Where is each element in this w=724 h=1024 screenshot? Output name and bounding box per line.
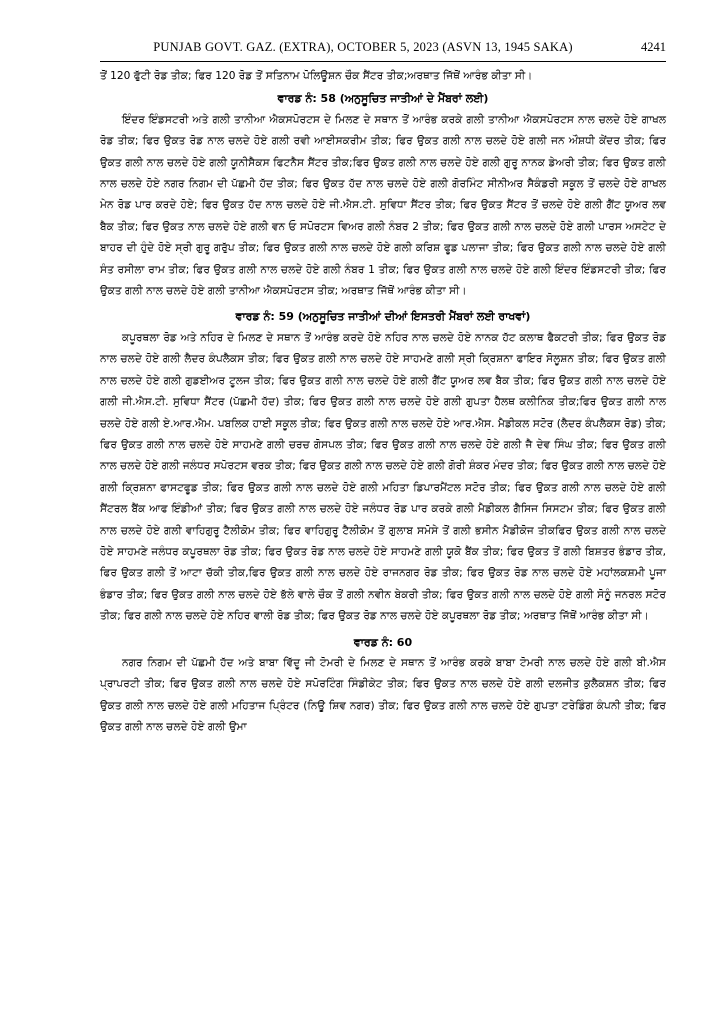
page-number: 4241 (641, 40, 666, 54)
gazette-title: PUNJAB GOVT. GAZ. (EXTRA), OCTOBER 5, 2023 (ASVN 13, 1945 SAKA) (153, 40, 573, 54)
ward-60-boundary: ਨਗਰ ਨਿਗਮ ਦੀ ਪੱਛਮੀ ਹੱਦ ਅਤੇ ਬਾਬਾ ਵਿੱਦੂ ਜੀ ਟੋਮਰੀ ਦੇ ਮਿਲਣ ਦੇ ਸਥਾਨ ਤੋਂ ਆਰੰਭ ਕਰਕੇ ਬਾਬਾ ਟੋਮਰੀ ਨਾਲ ਚਲਦੇ ਹੋਏ ਗਲੀ ਬੀ.ਐਸ ਪ੍ਰਾਪਰਟੀ ਤੀਕ; ਫਿਰ ਉਕਤ ਗਲੀ ਨਾਲ ਚਲਦੇ ਹੋਏ ਸਪੋਰਟਿੰਗ ਸਿੰਡੀਕੇਟ ਤੀਕ; ਫਿਰ ਉਕਤ ਨਾਲ ਚਲਦੇ ਹੋਏ ਗਲੀ ਦਲਜੀਤ ਕੁਲੈਕਸ਼ਨ ਤੀਕ; ਫਿਰ ਉਕਤ ਗਲੀ ਨਾਲ ਚਲਦੇ ਹੋਏ ਗਲੀ ਮਹਿਤਾਜ ਪ੍ਰਿੰਟਰ (ਨਿਊ ਸ਼ਿਵ ਨਗਰ) ਤੀਕ; ਫਿਰ ਉਕਤ ਗਲੀ ਨਾਲ ਚਲਦੇ ਹੋਏ ਗੁਪਤਾ ਟਰੇਡਿੰਗ ਕੰਪਨੀ ਤੀਕ; ਫਿਰ ਉਕਤ ਗਲੀ ਨਾਲ ਚਲਦੇ ਹੋਏ ਗਲੀ ਉਮਾ (100, 656, 666, 734)
ward-60-heading: ਵਾਰਡ ਨੰ: 60 (353, 635, 413, 649)
ward-59-heading: ਵਾਰਡ ਨੰ: 59 (ਅਨੁਸੂਚਿਤ ਜਾਤੀਆਂ ਦੀਆਂ ਇਸਤਰੀ ਮੈਂਬਰਾਂ ਲਈ ਰਾਖਵਾਂ) (235, 310, 531, 324)
ward-58-boundary: ਇੰਦਰ ਇੰਡਸਟਰੀ ਅਤੇ ਗਲੀ ਤਾਨੀਆ ਐਕਸਪੋਰਟਸ ਦੇ ਮਿਲਣ ਦੇ ਸਥਾਨ ਤੋਂ ਆਰੰਭ ਕਰਕੇ ਗਲੀ ਤਾਨੀਆ ਐਕਸਪੋਰਟਸ ਨਾਲ ਚਲਦੇ ਹੋਏ ਗਾਖਲ ਰੋਡ ਤੀਕ; ਫਿਰ ਉਕਤ ਰੋਡ ਨਾਲ ਚਲਦੇ ਹੋਏ ਗਲੀ ਰਵੀ ਆਈਸਕਰੀਮ ਤੀਕ; ਫਿਰ ਉਕਤ ਗਲੀ ਨਾਲ ਚਲਦੇ ਹੋਏ ਗਲੀ ਜਨ ਔਸ਼ਧੀ ਕੇਂਦਰ ਤੀਕ; ਫਿਰ ਉਕਤ ਗਲੀ ਨਾਲ ਚਲਦੇ ਹੋਏ ਗਲੀ ਯੂਨੀਸੈਕਸ ਫਿਟਨੈਸ ਸੈਂਟਰ ਤੀਕ;ਫਿਰ ਉਕਤ ਗਲੀ ਨਾਲ ਚਲਦੇ ਹੋਏ ਗਲੀ ਗੁਰੂ ਨਾਨਕ ਡੇਅਰੀ ਤੀਕ; ਫਿਰ ਉਕਤ ਗਲੀ ਨਾਲ ਚਲਦੇ ਹੋਏ ਨਗਰ ਨਿਗਮ ਦੀ ਪੱਛਮੀ ਹੱਦ ਤੀਕ; ਫਿਰ ਉਕਤ ਹੱਦ ਨਾਲ ਚਲਦੇ ਹੋਏ ਗਲੀ ਗੋਰਮਿੰਟ ਸੀਨੀਅਰ ਸੈਕੰਡਰੀ ਸਕੂਲ ਤੋਂ ਚਲਦੇ ਹੋਏ ਗਾਖਲ ਮੇਨ ਰੋਡ ਪਾਰ ਕਰਦੇ ਹੋਏ; ਫਿਰ ਉਕਤ ਹੱਦ ਨਾਲ ਚਲਦੇ ਹੋਏ ਜੀ.ਐਸ.ਟੀ. ਸੁਵਿਧਾ ਸੈਂਟਰ ਤੀਕ; ਫਿਰ ਉਕਤ ਸੈਂਟਰ ਤੋਂ ਚਲਦੇ ਹੋਏ ਗਲੀ ਗੈਂਟ ਯੂਅਰ ਲਵ ਬੈਕ ਤੀਕ; ਫਿਰ ਉਕਤ ਨਾਲ ਚਲਦੇ ਹੋਏ ਗਲੀ ਵਨ ਓ ਸਪੋਰਟਸ ਵਿਅਰ ਗਲੀ ਨੰਬਰ 2 ਤੀਕ; ਫਿਰ ਉਕਤ ਗਲੀ ਨਾਲ ਚਲਦੇ ਹੋਏ ਗਲੀ ਪਾਰਸ ਅਸਟੇਟ ਦੇ ਬਾਹਰ ਦੀ ਹੁੰਦੇ ਹੋਏ ਸ੍ਰੀ ਗੁਰੂ ਗਰੁੱਪ ਤੀਕ; ਫਿਰ ਉਕਤ ਗਲੀ ਨਾਲ ਚਲਦੇ ਹੋਏ ਗਲੀ ਕਰਿਸ਼ ਫੂਡ ਪਲਾਜਾ ਤੀਕ; ਫਿਰ ਉਕਤ ਗਲੀ ਨਾਲ ਚਲਦੇ ਹੋਏ ਗਲੀ ਸੰਤ ਰਸੀਲਾ ਰਾਮ ਤੀਕ; ਫਿਰ ਉਕਤ ਗਲੀ ਨਾਲ ਚਲਦੇ ਹੋਏ ਗਲੀ ਨੰਬਰ 1 ਤੀਕ; ਫਿਰ ਉਕਤ ਗਲੀ ਨਾਲ ਚਲਦੇ ਹੋਏ ਗਲੀ ਇੰਦਰ ਇੰਡਸਟਰੀ ਤੀਕ; ਫਿਰ ਉਕਤ ਗਲੀ ਨਾਲ ਚਲਦੇ ਹੋਏ ਗਲੀ ਤਾਨੀਆ ਐਕਸਪੋਰਟਸ ਤੀਕ; ਅਰਥਾਤ ਜਿੱਥੋਂ ਆਰੰਭ ਕੀਤਾ ਸੀ। (100, 113, 666, 298)
ward-59-boundary: ਕਪੂਰਥਲਾ ਰੋਡ ਅਤੇ ਨਹਿਰ ਦੇ ਮਿਲਣ ਦੇ ਸਥਾਨ ਤੋਂ ਆਰੰਭ ਕਰਦੇ ਹੋਏ ਨਹਿਰ ਨਾਲ ਚਲਦੇ ਹੋਏ ਨਾਨਕ ਹੱਟ ਕਲਾਥ ਫੈਕਟਰੀ ਤੀਕ; ਫਿਰ ਉਕਤ ਰੋਡ ਨਾਲ ਚਲਦੇ ਹੋਏ ਗਲੀ ਲੈਦਰ ਕੰਪਲੈਕਸ ਤੀਕ; ਫਿਰ ਉਕਤ ਗਲੀ ਨਾਲ ਚਲਦੇ ਹੋਏ ਸਾਹਮਣੇ ਗਲੀ ਸ੍ਰੀ ਕ੍ਰਿਸ਼ਨਾ ਫਾਇਰ ਸੋਲੂਸ਼ਨ ਤੀਕ; ਫਿਰ ਉਕਤ ਗਲੀ ਨਾਲ ਚਲਦੇ ਹੋਏ ਗਲੀ ਗੁਡਈਅਰ ਟੂਲਜ ਤੀਕ; ਫਿਰ ਉਕਤ ਗਲੀ ਨਾਲ ਚਲਦੇ ਹੋਏ ਗਲੀ ਗੈਂਟ ਯੂਅਰ ਲਵ ਬੈਕ ਤੀਕ; ਫਿਰ ਉਕਤ ਗਲੀ ਨਾਲ ਚਲਦੇ ਹੋਏ ਗਲੀ ਜੀ.ਐਸ.ਟੀ. ਸੁਵਿਧਾ ਸੈਂਟਰ (ਪੱਛਮੀ ਹੱਦ) ਤੀਕ; ਫਿਰ ਉਕਤ ਗਲੀ ਨਾਲ ਚਲਦੇ ਹੋਏ ਗਲੀ ਗੁਪਤਾ ਹੈਲਥ ਕਲੀਨਿਕ ਤੀਕ;ਫਿਰ ਉਕਤ ਗਲੀ ਨਾਲ ਚਲਦੇ ਹੋਏ ਗਲੀ ਏ.ਆਰ.ਐਮ. ਪਬਲਿਕ ਹਾਈ ਸਕੂਲ ਤੀਕ; ਫਿਰ ਉਕਤ ਗਲੀ ਨਾਲ ਚਲਦੇ ਹੋਏ ਆਰ.ਐਸ. ਮੈਡੀਕਲ ਸਟੋਰ (ਲੈਦਰ ਕੰਪਲੈਕਸ ਰੋਡ) ਤੀਕ; ਫਿਰ ਉਕਤ ਗਲੀ ਨਾਲ ਚਲਦੇ ਹੋਏ ਸਾਹਮਣੇ ਗਲੀ ਚਰਚ ਗੋਸਪਲ ਤੀਕ; ਫਿਰ ਉਕਤ ਗਲੀ ਨਾਲ ਚਲਦੇ ਹੋਏ ਗਲੀ ਜੈ ਦੇਵ ਸਿੰਘ ਤੀਕ; ਫਿਰ ਉਕਤ ਗਲੀ ਨਾਲ ਚਲਦੇ ਹੋਏ ਗਲੀ ਜਲੰਧਰ ਸਪੋਰਟਸ ਵਰਕ ਤੀਕ; ਫਿਰ ਉਕਤ ਗਲੀ ਨਾਲ ਚਲਦੇ ਹੋਏ ਗਲੀ ਗੋਰੀ ਸ਼ੰਕਰ ਮੰਦਰ ਤੀਕ; ਫਿਰ ਉਕਤ ਗਲੀ ਨਾਲ ਚਲਦੇ ਹੋਏ ਗਲੀ ਕ੍ਰਿਸ਼ਨਾ ਫਾਸਟਫੂਡ ਤੀਕ; ਫਿਰ ਉਕਤ ਗਲੀ ਨਾਲ ਚਲਦੇ ਹੋਏ ਗਲੀ ਮਹਿਤਾ ਡਿਪਾਰਮੈਂਟਲ ਸਟੋਰ ਤੀਕ; ਫਿਰ ਉਕਤ ਗਲੀ ਨਾਲ ਚਲਦੇ ਹੋਏ ਗਲੀ ਸੈਂਟਰਲ ਬੈਂਕ ਆਫ ਇੰਡੀਆਂ ਤੀਕ; ਫਿਰ ਉਕਤ ਗਲੀ ਨਾਲ ਚਲਦੇ ਹੋਏ ਜਲੰਧਰ ਰੋਡ ਪਾਰ ਕਰਕੇ ਗਲੀ ਮੈਡੀਕਲ ਗੈਸਿਜ ਸਿਸਟਮ ਤੀਕ; ਫਿਰ ਉਕਤ ਗਲੀ ਨਾਲ ਚਲਦੇ ਹੋਏ ਗਲੀ ਵਾਹਿਗੁਰੂ ਟੈਲੀਕੋਮ ਤੀਕ; ਫਿਰ ਵਾਹਿਗੁਰੂ ਟੈਲੀਕੋਮ ਤੋਂ ਗੁਲਾਬ ਸਮੋਸੇ ਤੋਂ ਗਲੀ ਭਸੀਨ ਮੈਡੀਕੋਜ ਤੀਕਫਿਰ ਉਕਤ ਗਲੀ ਨਾਲ ਚਲਦੇ ਹੋਏ ਸਾਹਮਣੇ ਜਲੰਧਰ ਕਪੂਰਥਲਾ ਰੋਡ ਤੀਕ; ਫਿਰ ਉਕਤ ਰੋਡ ਨਾਲ ਚਲਦੇ ਹੋਏ ਸਾਹਮਣੇ ਗਲੀ ਯੂਕੋ ਬੈਂਕ ਤੀਕ; ਫਿਰ ਉਕਤ ਤੋਂ ਗਲੀ ਬਿਸ਼ਤਰ ਭੰਡਾਰ ਤੀਕ, ਫਿਰ ਉਕਤ ਗਲੀ ਤੋਂ ਆਟਾ ਚੱਕੀ ਤੀਕ,ਫਿਰ ਉਕਤ ਗਲੀ ਨਾਲ ਚਲਦੇ ਹੋਏ ਰਾਜਨਗਰ ਰੋਡ ਤੀਕ; ਫਿਰ ਉਕਤ ਰੋਡ ਨਾਲ ਚਲਦੇ ਹੋਏ ਮਹਾਂਲਕਸ਼ਮੀ ਪੂਜਾ ਭੰਡਾਰ ਤੀਕ; ਫਿਰ ਉਕਤ ਗਲੀ ਨਾਲ ਚਲਦੇ ਹੋਏ ਭੱਲੇ ਵਾਲੇ ਚੌਕ ਤੋਂ ਗਲੀ ਨਵੀਨ ਬੇਕਰੀ ਤੀਕ; ਫਿਰ ਉਕਤ ਗਲੀ ਨਾਲ ਚਲਦੇ ਹੋਏ ਗਲੀ ਸੋਨੂੰ ਜਨਰਲ ਸਟੋਰ ਤੀਕ; ਫਿਰ ਗਲੀ ਨਾਲ ਚਲਦੇ ਹੋਏ ਨਹਿਰ ਵਾਲੀ ਰੋਡ ਤੀਕ; ਫਿਰ ਉਕਤ ਰੋਡ ਨਾਲ ਚਲਦੇ ਹੋਏ ਕਪੂਰਥਲਾ ਰੋਡ ਤੀਕ; ਅਰਥਾਤ ਜਿੱਥੋਂ ਆਰੰਭ ਕੀਤਾ ਸੀ। (100, 331, 666, 623)
page-header (100, 40, 666, 62)
gazette-page (100, 40, 666, 739)
ward-58-heading: ਵਾਰਡ ਨੰ: 58 (ਅਨੁਸੂਚਿਤ ਜਾਤੀਆਂ ਦੇ ਮੈਂਬਰਾਂ ਲਈ) (277, 92, 489, 106)
continuation-paragraph: ਤੋਂ 120 ਫੁੱਟੀ ਰੋਡ ਤੀਕ; ਫਿਰ 120 ਰੋਡ ਤੋਂ ਸਤਿਨਾਮ ਪੋਲਿਊਸ਼ਨ ਚੌਕ ਸੈਂਟਰ ਤੀਕ;ਅਰਥਾਤ ਜਿੱਥੋਂ ਆਰੰਭ ਕੀਤਾ ਸੀ। (100, 70, 533, 82)
